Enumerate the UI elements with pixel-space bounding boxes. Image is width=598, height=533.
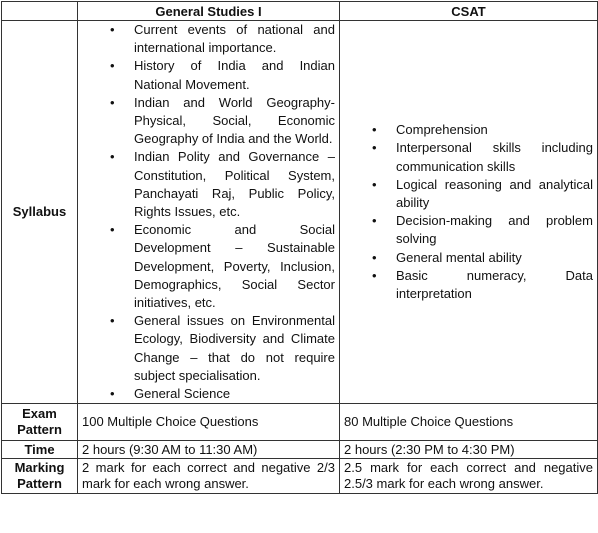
header-corner <box>2 2 78 21</box>
exam-pattern-label: Exam Pattern <box>2 404 78 441</box>
header-general-studies: General Studies I <box>78 2 340 21</box>
time-row <box>2 441 598 459</box>
csat-syllabus-cell <box>340 21 598 404</box>
exam-comparison-table <box>1 1 598 494</box>
list-item: • General Science <box>82 385 335 403</box>
gs-exam-pattern: 100 Multiple Choice Questions <box>78 404 340 441</box>
list-item: • Current events of national and international importance. <box>82 21 335 57</box>
gs-time: 2 hours (9:30 AM to 11:30 AM) <box>78 441 340 459</box>
list-item: • Logical reasoning and analytical ability <box>344 176 593 212</box>
list-item: • Comprehension <box>344 121 593 139</box>
list-item: • Economic and Social Development – Sustainable Development, Poverty, Inclusion, Demographics, Social Sector initiatives, etc. <box>82 221 335 312</box>
header-row <box>2 2 598 21</box>
list-item: • Indian Polity and Governance – Constitution, Political System, Panchayati Raj, Public Policy, Rights Issues, etc. <box>82 148 335 221</box>
list-item: • General mental ability <box>344 249 593 267</box>
marking-pattern-label: Marking Pattern <box>2 459 78 494</box>
exam-pattern-row <box>2 404 598 441</box>
csat-time: 2 hours (2:30 PM to 4:30 PM) <box>340 441 598 459</box>
list-item: • Indian and World Geography- Physical, Social, Economic Geography of India and the World. <box>82 94 335 149</box>
list-item: • General issues on Environmental Ecology, Biodiversity and Climate Change – that do not require subject specialisation. <box>82 312 335 385</box>
marking-pattern-row <box>2 459 598 494</box>
list-item: • History of India and Indian National Movement. <box>82 57 335 93</box>
gs-syllabus-list <box>82 21 335 403</box>
gs-marking-pattern: 2 mark for each correct and negative 2/3 mark for each wrong answer. <box>78 459 340 494</box>
list-item: • Interpersonal skills including communication skills <box>344 139 593 175</box>
time-label: Time <box>2 441 78 459</box>
list-item: • Decision-making and problem solving <box>344 212 593 248</box>
csat-marking-pattern: 2.5 mark for each correct and negative 2.5/3 mark for each wrong answer. <box>340 459 598 494</box>
csat-syllabus-list <box>344 121 593 303</box>
syllabus-label: Syllabus <box>2 21 78 404</box>
list-item: • Basic numeracy, Data interpretation <box>344 267 593 303</box>
syllabus-row <box>2 21 598 404</box>
gs-syllabus-cell <box>78 21 340 404</box>
csat-exam-pattern: 80 Multiple Choice Questions <box>340 404 598 441</box>
header-csat: CSAT <box>340 2 598 21</box>
